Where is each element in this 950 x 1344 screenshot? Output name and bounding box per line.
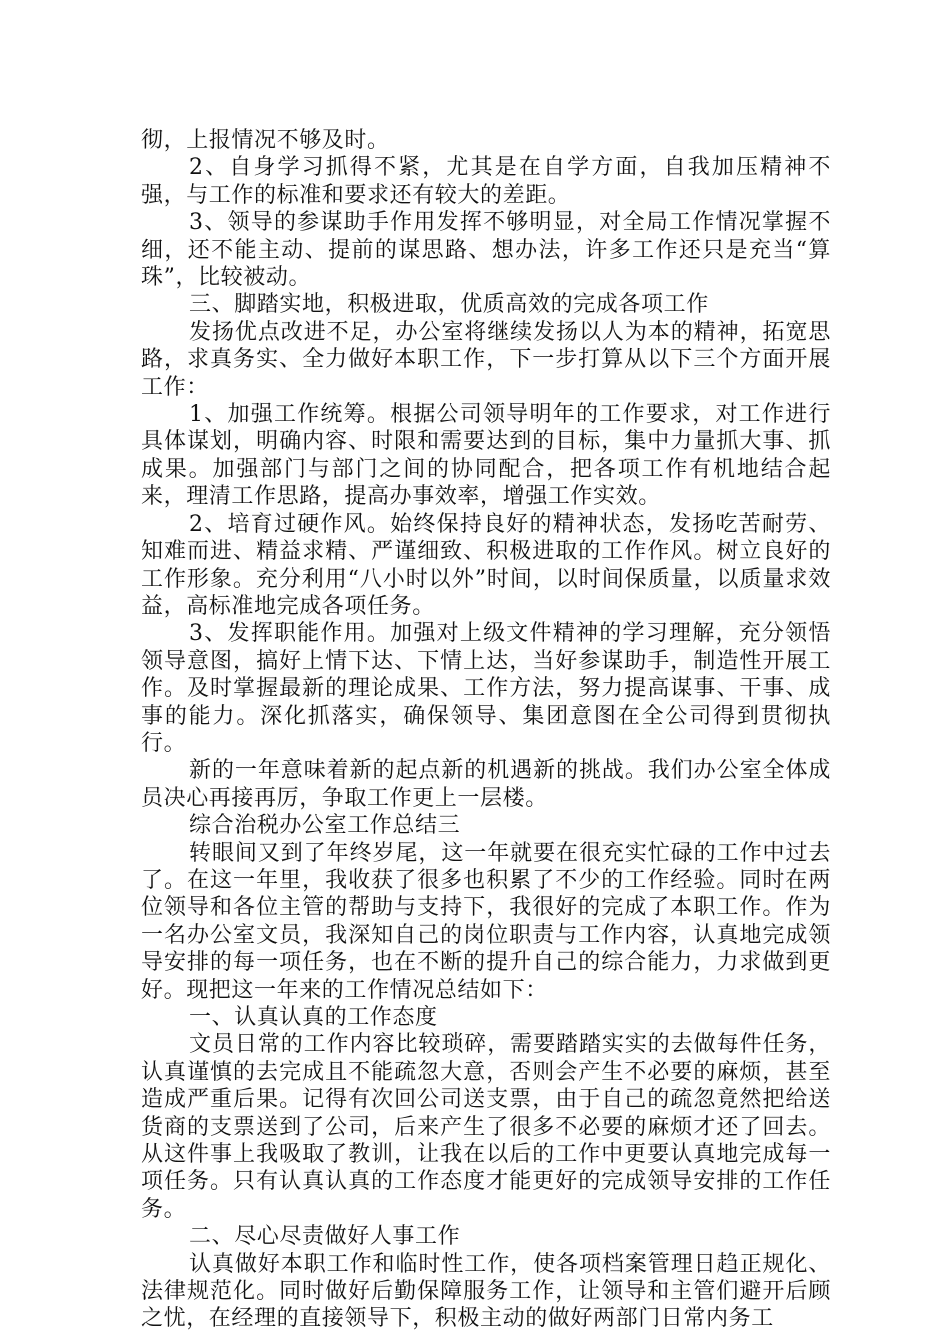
document-title: 综合治税办公室工作总结三 xyxy=(189,813,461,839)
paragraph-15: 认真做好本职工作和临时性工作，使各项档案管理日趋正规化、法律规范化。同时做好后勤保障服务工作，让领导和主管们避开后顾之忧，在经理的直接领导下，积极主动的做好两部门日常内务工 xyxy=(141,1251,831,1332)
paragraph-1: 彻，上报情况不够及时。 xyxy=(141,128,390,153)
document-page xyxy=(141,127,831,1333)
paragraph-8: 3、发挥职能作用。加强对上级文件精神的学习理解，充分领悟领导意图，搞好上情下达、下情上达，当好参谋助手，制造性开展工作。及时掌握最新的理论成果、工作方法，努力提高谋事、干事、成事的能力。深化抓落实，确保领导、集团意图在全公司得到贯彻执行。 xyxy=(141,621,831,756)
section-heading-1: 一、认真认真的工作态度 xyxy=(189,1005,438,1030)
paragraph-6: 1、加强工作统筹。根据公司领导明年的工作要求，对工作进行具体谋划，明确内容、时限和需要达到的目标，集中力量抓大事、抓成果。加强部门与部门之间的协同配合，把各项工作有机地结合起来，理清工作思路，提高办事效率，增强工作实效。 xyxy=(141,402,831,510)
paragraph-2: 2、自身学习抓得不紧，尤其是在自学方面，自我加压精神不强，与工作的标准和要求还有较大的差距。 xyxy=(141,155,831,208)
paragraph-9: 新的一年意味着新的起点新的机遇新的挑战。我们办公室全体成员决心再接再厉，争取工作更上一层楼。 xyxy=(141,758,831,811)
paragraph-7: 2、培育过硬作风。始终保持良好的精神状态，发扬吃苦耐劳、知难而进、精益求精、严谨细致、积极进取的工作作风。树立良好的工作形象。充分利用“八小时以外”时间，以时间保质量，以质量求效益，高标准地完成各项任务。 xyxy=(141,511,831,619)
section-heading-3: 三、脚踏实地，积极进取，优质高效的完成各项工作 xyxy=(189,292,709,318)
paragraph-11: 转眼间又到了年终岁尾，这一年就要在很充实忙碌的工作中过去了。在这一年里，我收获了很多也积累了不少的工作经验。同时在两位领导和各位主管的帮助与支持下，我很好的完成了本职工作。作为一名办公室文员，我深知自己的岗位职责与工作内容，认真地完成领导安排的每一项任务，也在不断的提升自己的综合能力，力求做到更好。现把这一年来的工作情况总结如下： xyxy=(141,840,831,1003)
paragraph-13: 文员日常的工作内容比较琐碎，需要踏踏实实的去做每件任务，认真谨慎的去完成且不能疏忽大意，否则会产生不必要的麻烦，甚至造成严重后果。记得有次回公司送支票，由于自己的疏忽竟然把给送货商的支票送到了公司，后来产生了很多不必要的麻烦才还了回去。从这件事上我吸取了教训，让我在以后的工作中更要认真地完成每一项任务。只有认真认真的工作态度才能更好的完成领导安排的工作任务。 xyxy=(141,1032,831,1222)
paragraph-3: 3、领导的参谋助手作用发挥不够明显，对全局工作情况掌握不细，还不能主动、提前的谋思路、想办法，许多工作还只是充当“算珠”，比较被动。 xyxy=(141,210,831,291)
paragraph-5: 发扬优点改进不足，办公室将继续发扬以人为本的精神，拓宽思路，求真务实、全力做好本职工作，下一步打算从以下三个方面开展工作： xyxy=(141,319,831,400)
section-heading-2: 二、尽心尽责做好人事工作 xyxy=(189,1224,461,1250)
